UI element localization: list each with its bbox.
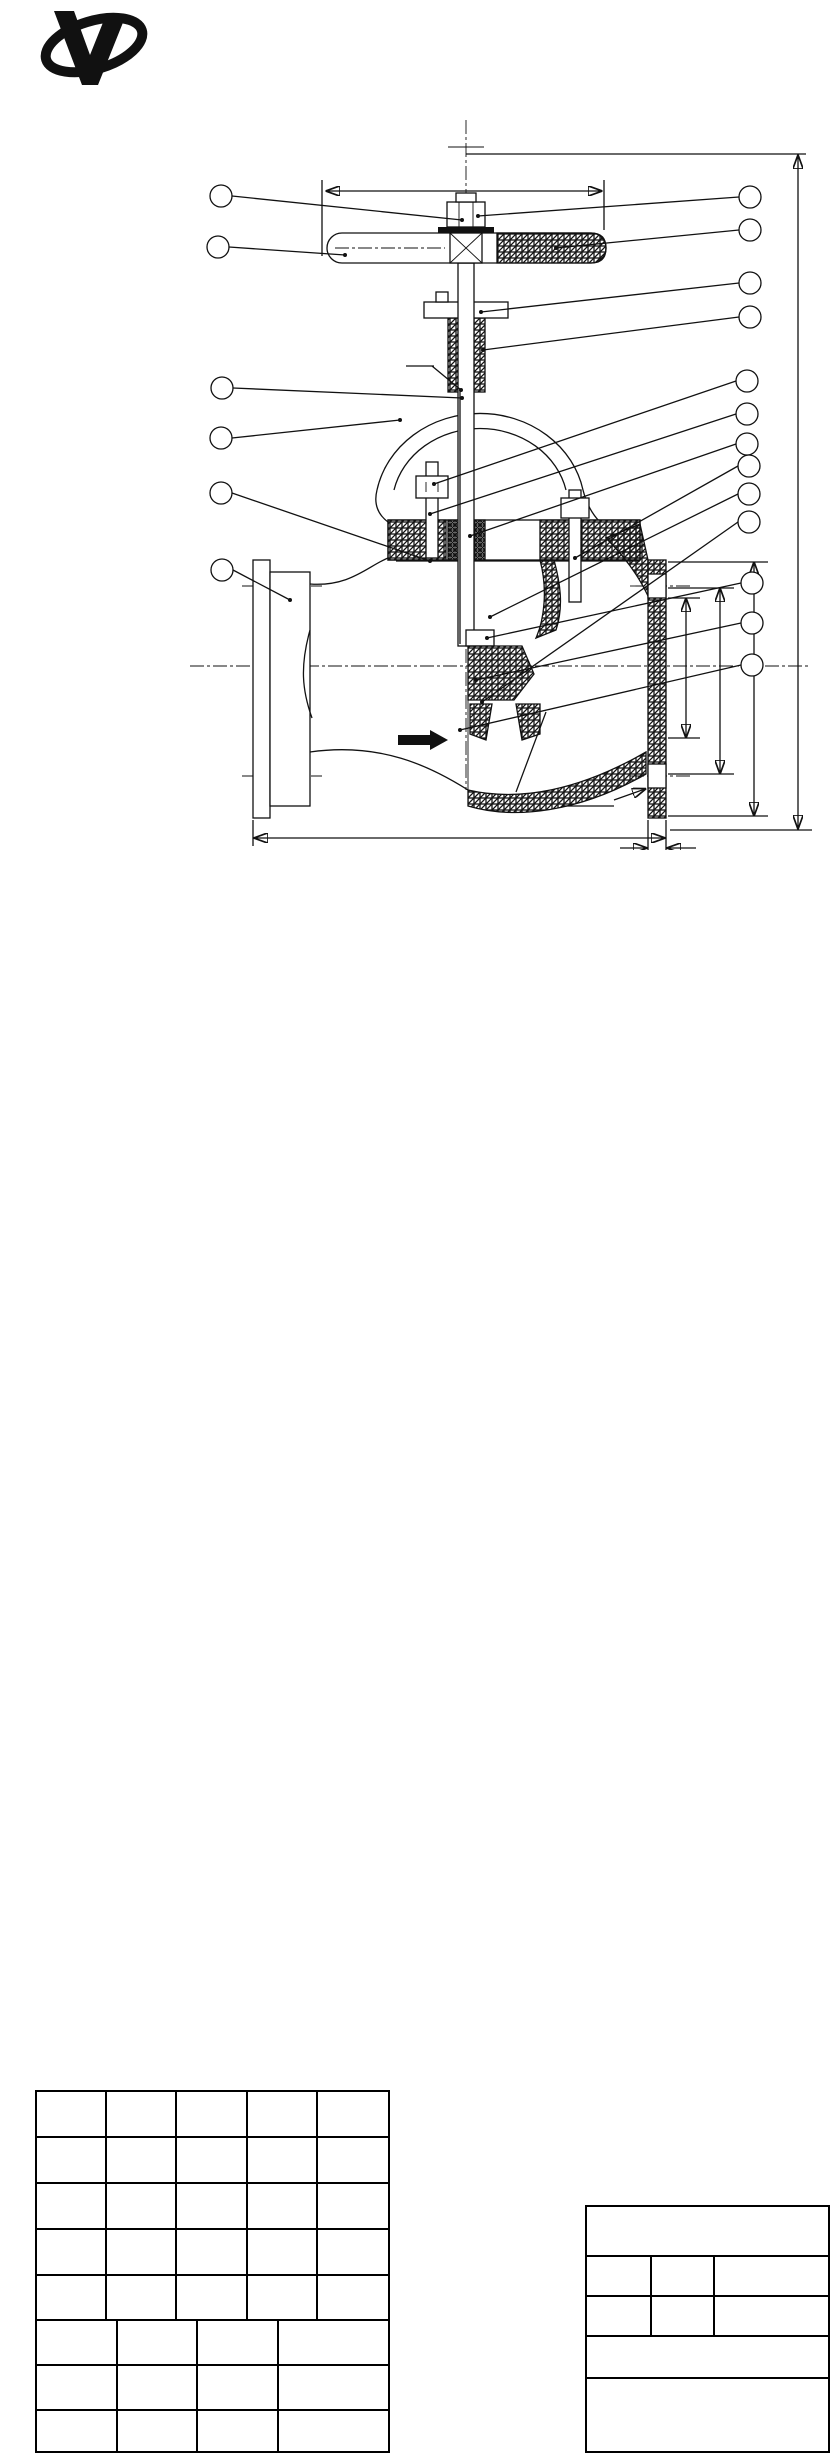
grid-cell: [318, 2138, 388, 2182]
cast-marks: [398, 730, 448, 750]
qty-note-value: [587, 2297, 652, 2335]
grid-cell: [177, 2230, 247, 2274]
lower-wall: [468, 752, 646, 812]
title-block-right: [585, 2205, 830, 2453]
bolt-hole-bottom: [648, 764, 666, 788]
left-flange: [253, 560, 270, 818]
bolt-hole-top: [648, 574, 666, 598]
seat-left: [470, 704, 492, 740]
grid-cell: [177, 2184, 247, 2228]
proportion-value: [715, 2297, 828, 2335]
standard-no: [587, 2207, 828, 2255]
left-stud-nut: [416, 476, 448, 498]
gland-screw: [436, 292, 448, 302]
no-label: [177, 2276, 247, 2319]
disc-and-seat: [466, 524, 648, 812]
grid-cell: [107, 2092, 177, 2136]
qty-value: [652, 2297, 715, 2335]
grid-cell: [318, 2184, 388, 2228]
approver-label: [198, 2366, 279, 2409]
sign-label: [248, 2276, 318, 2319]
split-pin-cap: [456, 193, 476, 202]
grid-cell: [107, 2230, 177, 2274]
vg-logo: [26, 5, 156, 95]
process-label: [37, 2411, 118, 2453]
date-label: [318, 2276, 388, 2319]
handle-label: [107, 2276, 177, 2319]
grid-cell: [107, 2138, 177, 2182]
grid-cell: [37, 2230, 107, 2274]
total-note: [587, 2337, 828, 2377]
approver-value: [279, 2366, 388, 2409]
grid-cell: [248, 2092, 318, 2136]
stem: [458, 263, 474, 646]
right-stud-nut: [561, 498, 589, 518]
grid-cell: [37, 2184, 107, 2228]
handwheel: [327, 193, 606, 263]
review-label: [198, 2321, 279, 2364]
outlet-flange: [648, 560, 666, 818]
grid-cell: [177, 2092, 247, 2136]
date-value: [279, 2411, 388, 2453]
process-value: [118, 2411, 199, 2453]
grid-cell: [318, 2230, 388, 2274]
washer: [438, 227, 494, 233]
grid-cell: [248, 2138, 318, 2182]
calibrator-label: [37, 2366, 118, 2409]
grid-cell: [107, 2184, 177, 2228]
calibrator-value: [118, 2366, 199, 2409]
proportion-label: [715, 2257, 828, 2295]
qty-label: [652, 2257, 715, 2295]
flow-arrow-icon: [398, 730, 448, 750]
grid-cell: [248, 2184, 318, 2228]
grid-cell: [318, 2092, 388, 2136]
date-field-label: [198, 2411, 279, 2453]
seat-right: [516, 704, 540, 740]
grid-cell: [248, 2230, 318, 2274]
qty-note-label: [587, 2257, 652, 2295]
design-label: [37, 2321, 118, 2364]
review-value: [279, 2321, 388, 2364]
design-value: [118, 2321, 199, 2364]
title-block-left: [35, 2090, 390, 2453]
grid-cell: [37, 2092, 107, 2136]
valve-cross-section-drawing: [0, 90, 830, 850]
bonnet-flange: [388, 462, 640, 602]
grid-cell: [177, 2138, 247, 2182]
grid-cell: [37, 2138, 107, 2182]
note-label: [37, 2276, 107, 2319]
